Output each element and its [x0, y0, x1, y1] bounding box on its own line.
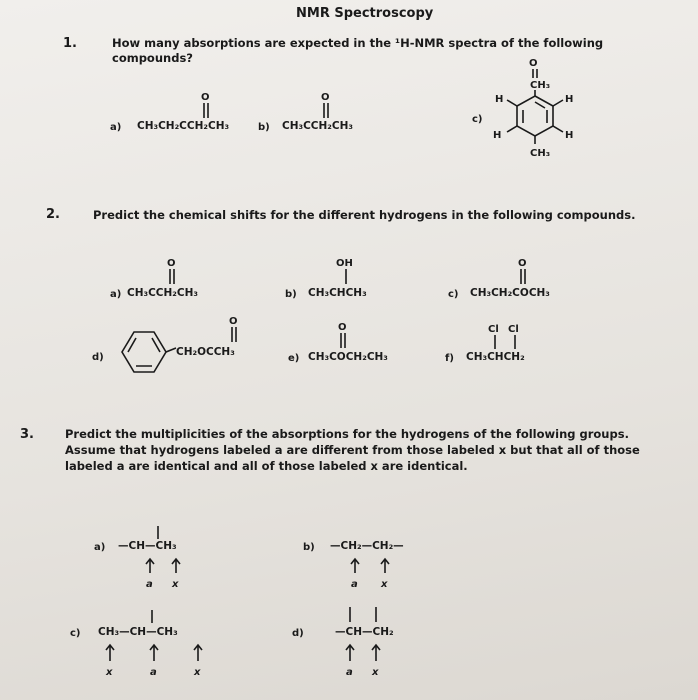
q3d-arrows [340, 641, 400, 685]
q3a-label-2: x [172, 579, 179, 590]
q3-text-line1: Predict the multiplicities of the absorptions for the hydrogens of the following groups. [65, 427, 629, 441]
q3-number: 3. [20, 427, 34, 442]
q3d-label-1: a [346, 667, 353, 678]
q3c-bond [142, 608, 162, 624]
q1c-benzene-structure [485, 56, 585, 166]
q3a-label-1: a [146, 579, 153, 590]
q2f-cl1: Cl [488, 324, 499, 335]
q3b-arrows [345, 555, 405, 595]
q3b-label: b) [303, 542, 315, 553]
q3d-label: d) [292, 628, 304, 639]
q2c-label: c) [448, 289, 459, 300]
q3b-label-1: a [351, 579, 358, 590]
q3d-formula: —CH—CH₂ [335, 626, 394, 638]
q2f-formula: CH₃CHCH₂ [466, 351, 525, 363]
q1c-h2: H [565, 94, 574, 105]
q2d-oxygen: O [229, 316, 238, 327]
q1-number: 1. [63, 36, 77, 51]
q3c-label-2: a [150, 667, 157, 678]
q2d-label: d) [92, 352, 104, 363]
q1c-top-group: CH₃ [530, 80, 551, 91]
q2c-oxygen: O [518, 258, 527, 269]
q2c-formula: CH₃CH₂COCH₃ [470, 287, 550, 299]
q2d-carbonyl [218, 314, 248, 346]
q1c-oxygen: O [529, 58, 538, 69]
q1-text-line1: How many absorptions are expected in the ¹H-NMR spectra of the following [112, 36, 604, 50]
q3a-formula: —CH—CH₃ [118, 540, 177, 552]
q3b-label-2: x [381, 579, 388, 590]
q2a-label: a) [110, 289, 122, 300]
q2a-oxygen: O [167, 258, 176, 269]
q3d-label-2: x [372, 667, 379, 678]
q3c-label-3: x [194, 667, 201, 678]
q2a-carbonyl [156, 256, 186, 288]
q2e-formula: CH₃COCH₂CH₃ [308, 351, 388, 363]
q3c-label-1: x [106, 667, 113, 678]
q1c-h1: H [495, 94, 504, 105]
q1b-formula: CH₃CCH₂CH₃ [282, 120, 353, 132]
q2e-oxygen: O [338, 322, 347, 333]
q3b-formula: —CH₂—CH₂— [330, 540, 404, 552]
q1b-oxygen: O [321, 92, 330, 103]
q3-text-line2: Assume that hydrogens labeled a are different from those labeled x but that all of those [65, 443, 640, 457]
q2e-label: e) [288, 353, 300, 364]
q2f-chlorines [486, 320, 536, 352]
q1-text-line2: compounds? [112, 51, 193, 65]
q2b-hydroxyl [326, 256, 366, 288]
page-title: NMR Spectroscopy [296, 6, 434, 21]
q2-text: Predict the chemical shifts for the different hydrogens in the following compounds. [93, 208, 636, 222]
q3d-bonds [336, 604, 396, 624]
q2b-label: b) [285, 289, 297, 300]
q1b-label: b) [258, 122, 270, 133]
q3a-bond [148, 524, 168, 540]
q3-text-line3: labeled a are identical and all of those labeled x are identical. [65, 459, 468, 473]
q3a-label: a) [94, 542, 106, 553]
q1a-label: a) [110, 122, 122, 133]
q3c-label: c) [70, 628, 81, 639]
q2d-benzene-ring [114, 324, 184, 380]
q2f-cl2: Cl [508, 324, 519, 335]
q1c-h4: H [565, 130, 574, 141]
q2b-formula: CH₃CHCH₃ [308, 287, 367, 299]
q2-number: 2. [46, 207, 60, 222]
q2c-carbonyl [507, 256, 537, 288]
q1a-carbonyl [190, 90, 220, 122]
q2a-formula: CH₃CCH₂CH₃ [127, 287, 198, 299]
q3c-formula: CH₃—CH—CH₃ [98, 626, 178, 638]
q2b-oh: OH [336, 258, 353, 269]
q2f-label: f) [445, 353, 454, 364]
q1a-formula: CH₃CH₂CCH₂CH₃ [137, 120, 230, 132]
q2d-formula: CH₂OCCH₃ [176, 346, 235, 358]
q1c-bottom-group: CH₃ [530, 148, 551, 159]
q1a-oxygen: O [201, 92, 210, 103]
q1b-carbonyl [310, 90, 340, 122]
q2e-carbonyl [327, 320, 357, 352]
q1c-h3: H [493, 130, 502, 141]
q3a-arrows [140, 555, 200, 595]
q1c-label: c) [472, 114, 483, 125]
q3c-arrows [98, 641, 218, 685]
